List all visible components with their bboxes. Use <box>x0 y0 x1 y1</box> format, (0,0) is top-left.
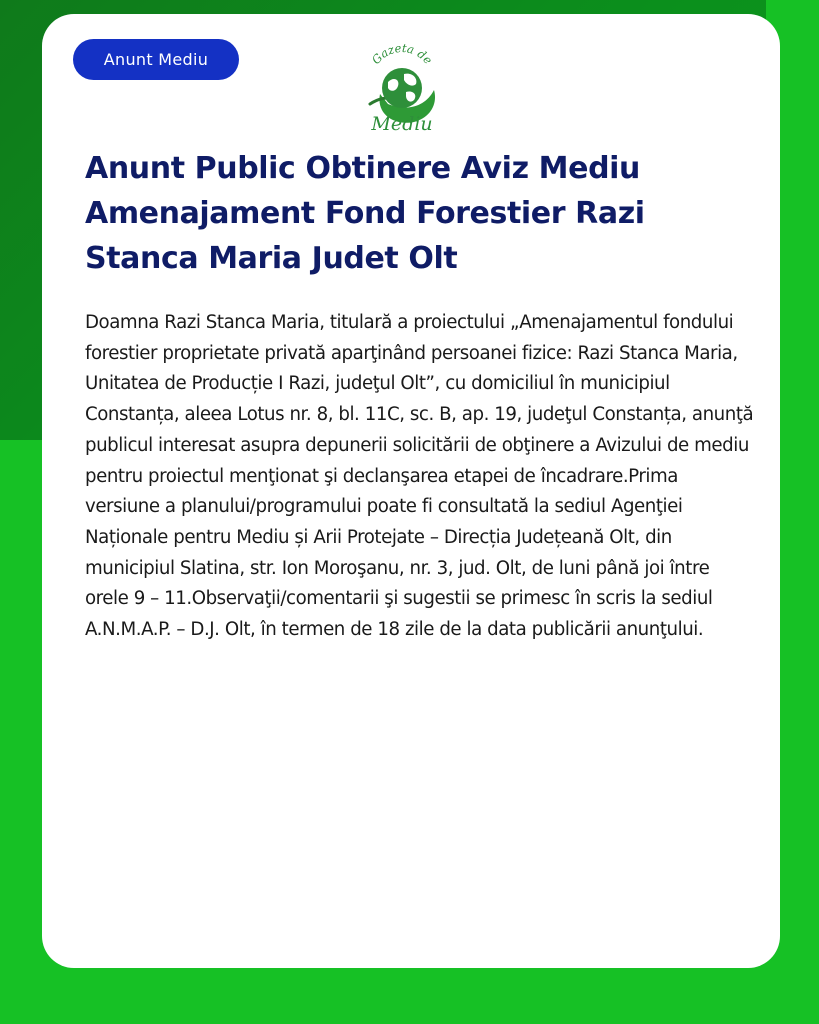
logo-text-bottom: Mediu <box>371 113 433 134</box>
globe-leaf-logo-icon <box>356 38 448 134</box>
article-body: Doamna Razi Stanca Maria, titulară a proiectului „Amenajamentul fondului forestier proprietate privată aparţinând persoanei fizice: Razi Stanca Maria, Unitatea de Producție I Razi, judeţul Olt”, cu domiciliul în municipiul Constanța, aleea Lotus nr. 8, bl. 11C, sc. B, ap. 19, judeţul Constanța, anunţă publicul interesat asupra depunerii solicitării de obţinere a Avizului de mediu pentru proiectul menţionat şi declanşarea etapei de încadrare.Prima versiune a planului/programului poate fi consultată la sediul Agenţiei Naționale pentru Mediu și Arii Protejate – Direcția Județeană Olt, din municipiul Slatina, str. Ion Moroşanu, nr. 3, jud. Olt, de luni până joi între orele 9 – 11.Observaţii/comentarii şi sugestii se primesc în scris la sediul A.N.M.A.P. – D.J. Olt, în termen de 18 zile de la data publicării anunţului. <box>85 312 754 641</box>
announcement-card <box>42 14 780 968</box>
logo-text-top: Gazeta de <box>368 40 436 67</box>
category-badge[interactable]: Anunt Mediu <box>73 39 239 80</box>
article-title: Anunt Public Obtinere Aviz Mediu Amenajament Fond Forestier Razi Stanca Maria Judet Olt <box>85 151 645 276</box>
